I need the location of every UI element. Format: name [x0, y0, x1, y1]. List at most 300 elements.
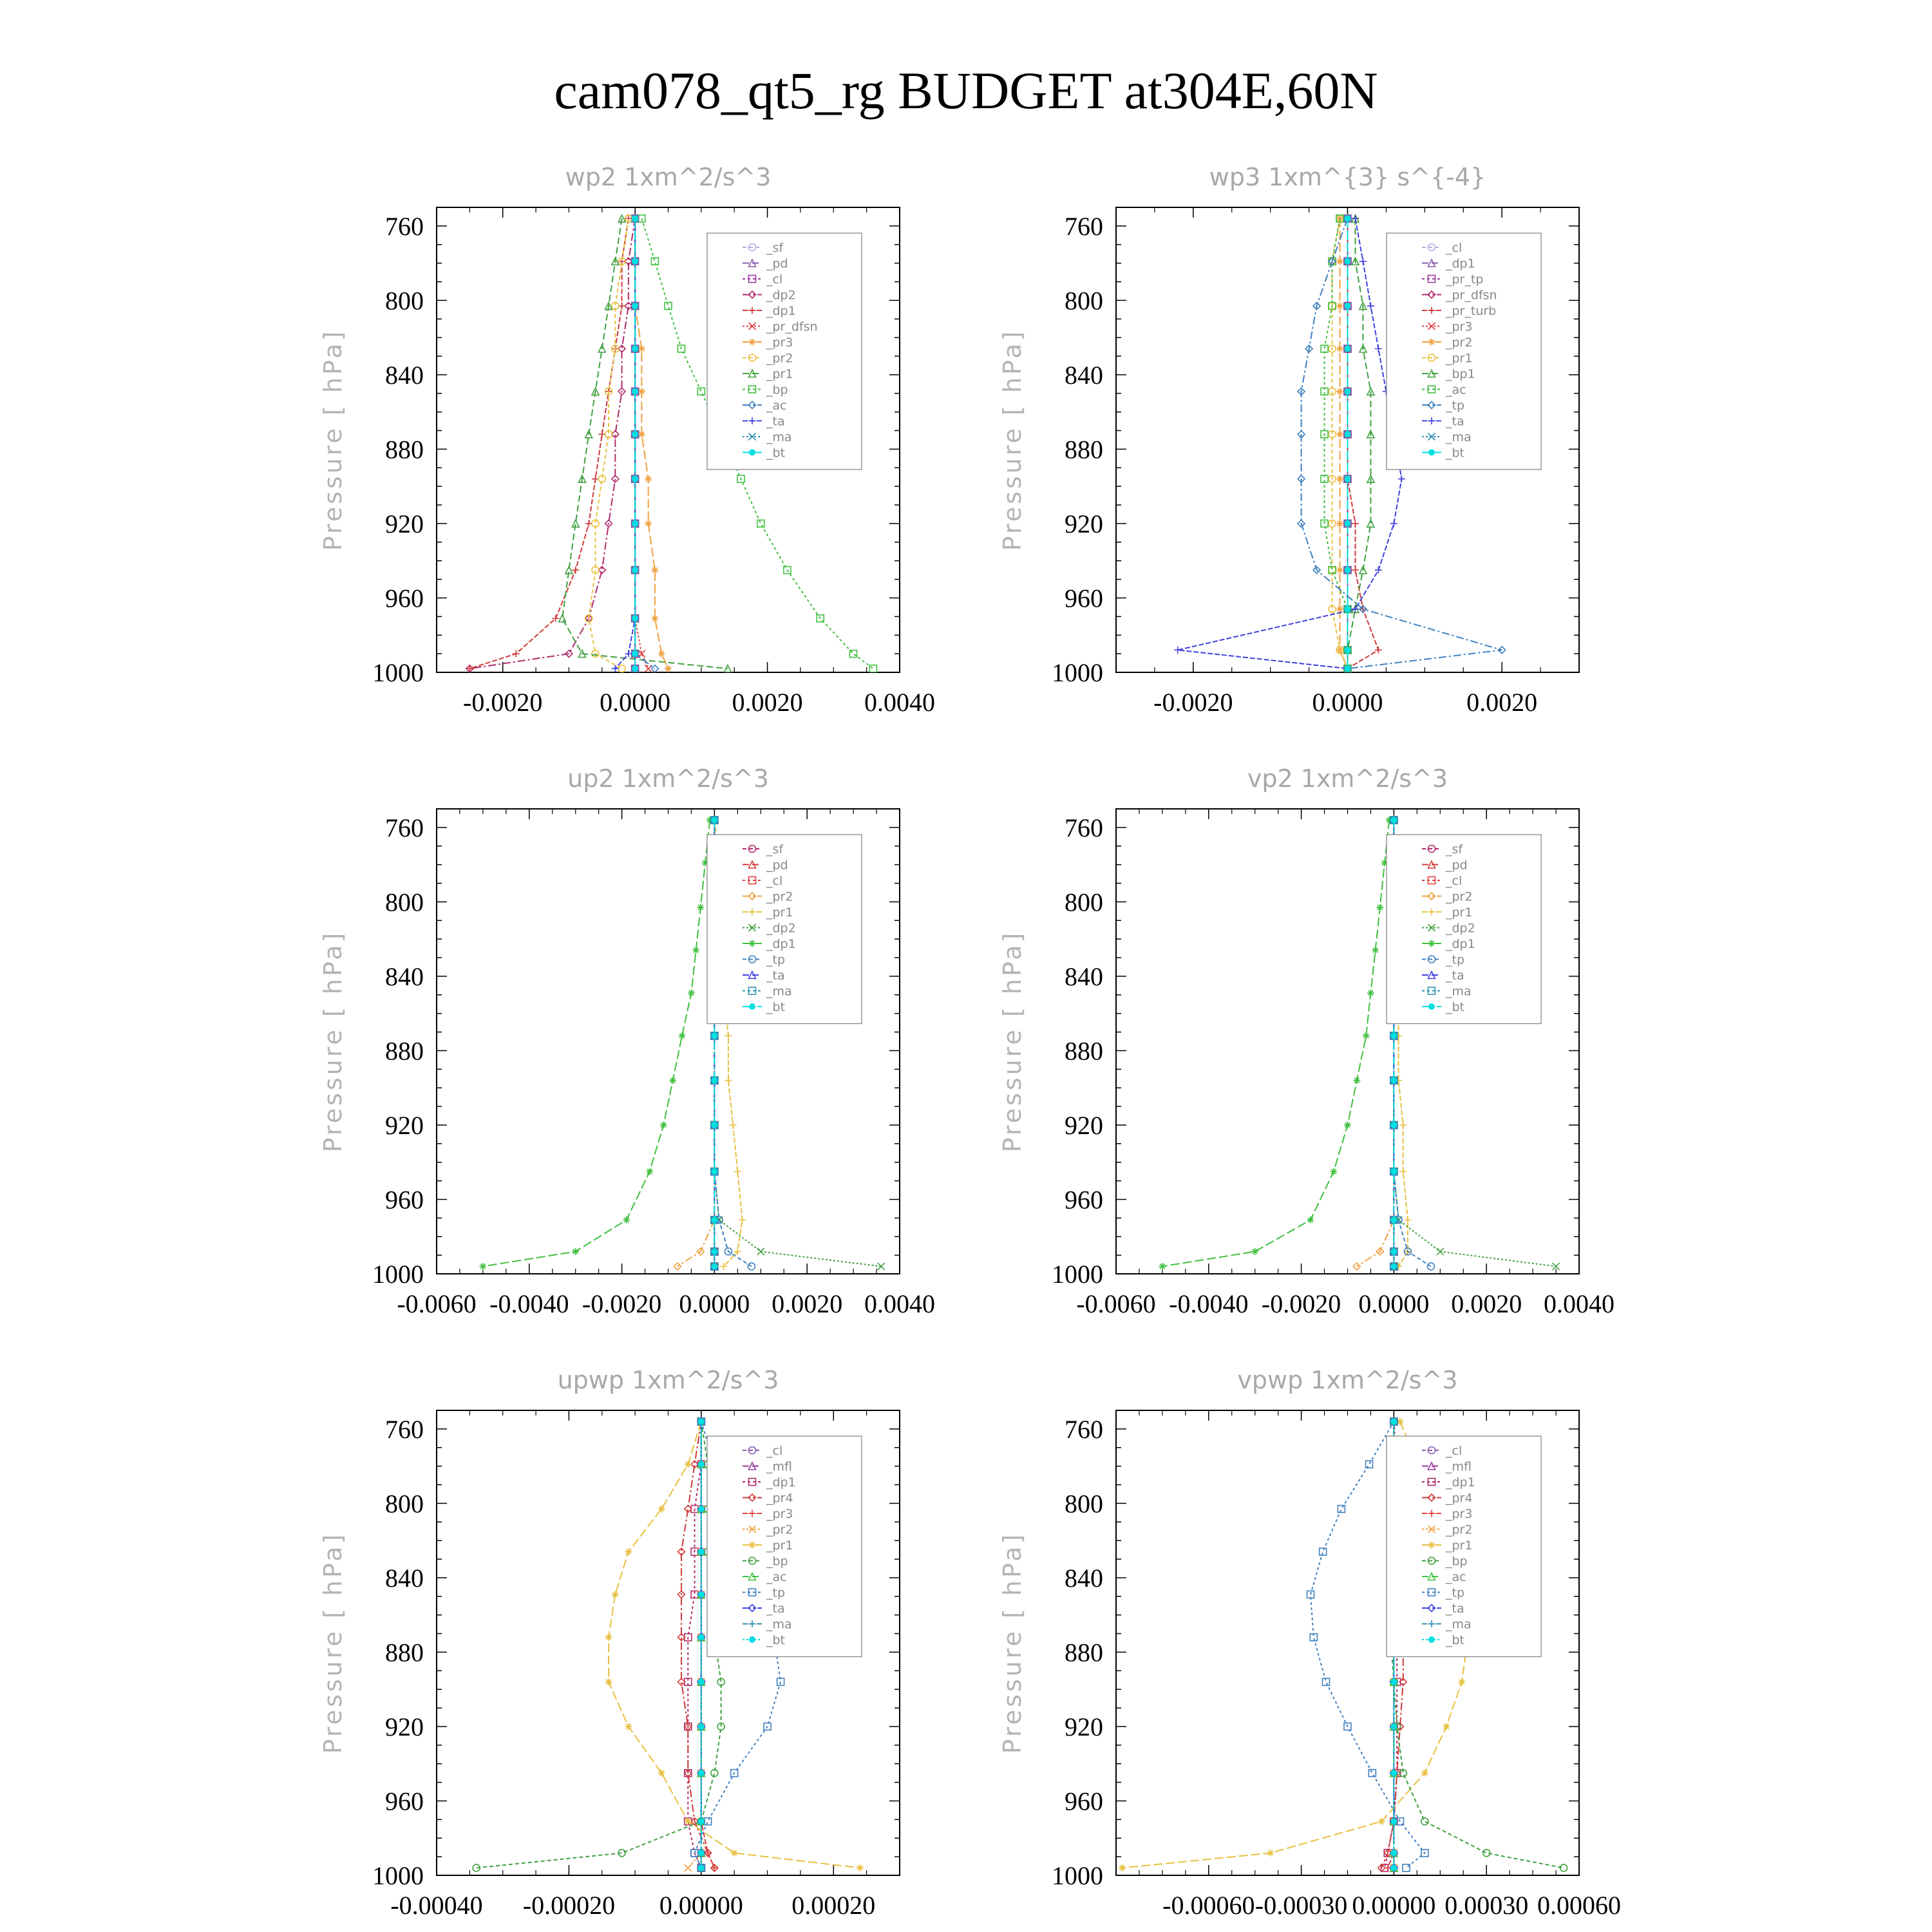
legend-marker: [749, 940, 756, 947]
series-point-bp: [869, 665, 876, 672]
series-point-dp1: [466, 665, 473, 672]
legend-label: _pr_dfsn: [766, 319, 818, 334]
x-tick-label: -0.0020: [582, 1289, 662, 1318]
series-point-dp1: [660, 1121, 667, 1128]
y-tick-label: 760: [385, 813, 424, 842]
legend-label: _cl: [766, 272, 783, 287]
y-tick-label: 920: [1065, 1110, 1103, 1140]
legend-label: _sf: [766, 241, 784, 255]
y-tick-label: 840: [385, 961, 424, 991]
panels: [319, 163, 1621, 1920]
y-tick-label: 1000: [372, 1260, 424, 1289]
series-point-pr2: [1336, 475, 1343, 482]
series-line-dp2: [469, 218, 635, 668]
x-tick-label: -0.0020: [463, 688, 543, 717]
series-point-bt: [1345, 431, 1351, 437]
x-tick-label: 0.0020: [732, 688, 803, 717]
series-point-tp: [1320, 1548, 1327, 1555]
y-tick-label: 880: [1065, 1638, 1103, 1667]
series-point-pr1: [625, 1548, 632, 1555]
panel-title: wp2 1xm^2/s^3: [565, 163, 772, 191]
series-point-pr3: [665, 665, 672, 672]
series-point-pr1: [724, 1077, 732, 1084]
series-point-bt: [1390, 1032, 1397, 1039]
series-point-pr1: [1404, 1217, 1411, 1224]
y-tick-label: 960: [385, 1185, 424, 1215]
legend-label: _pr2: [766, 1522, 793, 1537]
series-point-pr3: [651, 567, 658, 574]
x-tick-label: 0.0000: [600, 688, 671, 717]
series-point-pr2: [1336, 303, 1343, 310]
series-point-pr2: [1336, 431, 1343, 438]
y-tick-label: 880: [385, 1638, 424, 1667]
series-point-pr1: [605, 1634, 612, 1641]
legend-label: _tp: [1446, 1586, 1465, 1600]
legend-marker: [749, 1636, 755, 1643]
x-tick-label: 0.0000: [679, 1289, 750, 1318]
y-tick-label: 800: [1065, 1489, 1103, 1519]
series-point-ta: [1375, 345, 1382, 352]
y-tick-label: 880: [385, 435, 424, 464]
series-line-pr2: [688, 1421, 701, 1868]
legend-label: _pr4: [1446, 1491, 1473, 1506]
series-point-dp1: [1344, 1121, 1351, 1128]
legend-label: _pr_turb: [1446, 304, 1497, 318]
series-point-bt: [698, 1461, 705, 1468]
series-line-ta: [1178, 218, 1402, 668]
figure-title: cam078_qt5_rg BUDGET at304E,60N: [554, 61, 1378, 120]
series-point-bt: [698, 1506, 705, 1512]
series-point-bt: [1345, 303, 1351, 309]
series-line-pr2: [1340, 218, 1348, 668]
series-line-pr_dfsn: [635, 218, 649, 668]
series-point-bt: [698, 1418, 705, 1425]
series-point-bt: [711, 1217, 717, 1223]
series-point-dp2: [757, 1248, 764, 1255]
series-point-pr2: [1336, 388, 1343, 395]
x-tick-label: -0.00030: [1255, 1891, 1348, 1920]
series-point-bt: [632, 615, 638, 621]
legend-label: _bt: [1446, 1000, 1465, 1014]
series-point-pr1: [857, 1864, 864, 1871]
series-line-bp: [477, 1421, 721, 1868]
x-tick-label: 0.0000: [1358, 1289, 1430, 1318]
legend-label: _ma: [766, 984, 792, 999]
series-point-bt: [1390, 1217, 1397, 1223]
series-point-bt: [711, 1248, 717, 1255]
series-point-bt: [632, 567, 638, 573]
legend-label: _bp: [766, 1554, 788, 1569]
series-point-bt: [711, 1122, 717, 1128]
legend-label: _tp: [766, 1586, 786, 1600]
series-point-bp: [1421, 1818, 1428, 1825]
series-line-ac: [1325, 218, 1348, 668]
y-tick-label: 960: [1065, 583, 1103, 613]
panel-title: upwp 1xm^2/s^3: [557, 1366, 779, 1394]
series-point-dp1: [1372, 947, 1379, 954]
legend-label: _pr1: [1446, 351, 1473, 366]
y-tick-label: 800: [1065, 286, 1103, 316]
series-point-pr1: [1458, 1678, 1465, 1685]
y-tick-label: 760: [1065, 813, 1103, 842]
series-line-ta: [615, 218, 635, 668]
legend-marker: [1428, 940, 1435, 947]
panel-title: vp2 1xm^2/s^3: [1247, 764, 1448, 793]
legend-label: _cl: [766, 1444, 783, 1458]
series-point-bp: [757, 520, 764, 527]
series-point-pr1: [730, 1121, 737, 1128]
y-tick-label: 920: [385, 509, 424, 538]
legend-label: _dp1: [1446, 256, 1475, 271]
x-tick-label: -0.0040: [1169, 1289, 1249, 1318]
series-point-dp1: [692, 947, 699, 954]
series-point-pr2: [1336, 258, 1343, 265]
legend-label: _pr2: [1446, 889, 1473, 904]
series-point-pr3: [645, 475, 652, 482]
series-point-bt: [711, 1263, 717, 1269]
series-point-pr2: [1336, 520, 1343, 527]
series-point-dp1: [1353, 1077, 1360, 1084]
y-tick-label: 840: [1065, 1563, 1103, 1593]
legend-marker: [1428, 450, 1435, 456]
series-point-bt: [711, 1168, 717, 1175]
y-tick-label: 920: [385, 1110, 424, 1140]
y-axis-label: Pressure [ hPa]: [319, 1531, 347, 1754]
legend-label: _pr3: [1446, 1507, 1473, 1521]
x-tick-label: -0.0020: [1261, 1289, 1341, 1318]
legend-label: _ma: [1446, 1617, 1472, 1632]
series-point-dp1: [572, 1248, 579, 1255]
x-tick-label: 0.00000: [659, 1891, 743, 1920]
legend-label: _cl: [766, 874, 783, 888]
legend-label: _dp1: [766, 1475, 796, 1490]
series-point-pr2: [1336, 345, 1343, 352]
series-point-tp: [1322, 1678, 1329, 1685]
series-point-bt: [1390, 1850, 1397, 1856]
series-point-bt: [1390, 1168, 1397, 1175]
y-tick-label: 960: [1065, 1786, 1103, 1816]
series-point-bp1: [1367, 520, 1374, 527]
series-point-dp2: [878, 1263, 885, 1270]
legend-label: _pr3: [766, 1507, 793, 1521]
panel-3: [319, 764, 935, 1318]
series-point-dp1: [585, 520, 592, 527]
legend-label: _pr1: [766, 1539, 793, 1553]
legend-label: _ta: [1446, 1602, 1464, 1616]
series-point-bt: [711, 1032, 717, 1039]
x-tick-label: -0.00060: [1162, 1891, 1255, 1920]
legend-label: _ac: [766, 1570, 787, 1584]
legend-label: _pr1: [1446, 1539, 1473, 1553]
legend-label: _pr_dfsn: [1446, 288, 1497, 303]
legend-label: _sf: [766, 842, 784, 857]
series-point-bt: [1345, 567, 1351, 573]
y-tick-label: 960: [1065, 1185, 1103, 1215]
series-point-bp: [651, 258, 658, 265]
series-point-dp1: [1330, 1168, 1337, 1175]
legend-label: _ma: [1446, 984, 1472, 999]
series-point-pr1: [559, 615, 566, 622]
y-tick-label: 800: [385, 1489, 424, 1519]
series-line-dp1: [1162, 820, 1389, 1266]
series-line-pr3: [635, 218, 668, 668]
x-tick-label: -0.00040: [390, 1891, 483, 1920]
series-point-dp1: [1251, 1248, 1258, 1255]
series-point-pr1: [685, 1461, 692, 1468]
series-point-dp1: [646, 1168, 653, 1175]
series-point-bt: [698, 1679, 705, 1685]
series-point-bt: [632, 303, 638, 309]
legend-label: _bt: [1446, 446, 1465, 460]
legend-label: _ta: [1446, 414, 1464, 429]
series-point-pr_turb: [1375, 647, 1382, 654]
series-point-bt: [632, 431, 638, 437]
y-axis-label: Pressure [ hPa]: [319, 930, 347, 1153]
legend-marker: [749, 339, 756, 346]
series-point-pr1: [1267, 1850, 1274, 1857]
legend-label: _dp1: [1446, 1475, 1475, 1490]
y-tick-label: 880: [385, 1036, 424, 1066]
series-point-bt: [632, 476, 638, 482]
series-point-tp: [1338, 1506, 1345, 1513]
legend-marker: [1428, 1636, 1435, 1643]
series-point-bt: [632, 650, 638, 657]
series-point-bt: [632, 258, 638, 265]
x-tick-label: -0.0020: [1153, 688, 1233, 717]
legend-label: _dp1: [1446, 937, 1475, 951]
series-line-pr1: [562, 218, 728, 668]
series-point-dp2: [1437, 1248, 1444, 1255]
legend-label: _tp: [766, 952, 786, 967]
x-tick-label: -0.0060: [397, 1289, 477, 1318]
series-point-dp1: [669, 1077, 676, 1084]
y-tick-label: 880: [1065, 435, 1103, 464]
series-point-ta: [1367, 303, 1374, 310]
series-point-bt: [632, 665, 638, 672]
series-point-dp1: [688, 989, 695, 996]
series-point-bt: [698, 1591, 705, 1598]
x-tick-label: -0.00020: [522, 1891, 616, 1920]
series-point-bt: [1390, 1679, 1397, 1685]
series-point-pr3: [658, 650, 665, 658]
series-point-bt: [1345, 388, 1351, 395]
series-point-dp1: [1363, 1032, 1370, 1039]
y-tick-label: 760: [1065, 1414, 1103, 1444]
y-tick-label: 760: [385, 1414, 424, 1444]
series-point-bt: [698, 1818, 705, 1824]
series-point-bt: [1345, 606, 1351, 612]
y-tick-label: 840: [385, 360, 424, 390]
x-tick-label: 0.0040: [864, 688, 935, 717]
panel-2: [998, 163, 1579, 717]
series-point-pr1: [625, 1723, 632, 1730]
series-point-dp1: [618, 303, 625, 310]
series-point-bt: [632, 520, 638, 527]
series-point-pr2: [1336, 567, 1343, 574]
legend-label: _mfl: [766, 1459, 792, 1474]
legend-label: _ma: [766, 1617, 792, 1632]
legend-label: _dp2: [766, 288, 796, 303]
series-point-bt: [711, 1077, 717, 1084]
panel-4: [998, 764, 1615, 1318]
series-point-bt: [1345, 345, 1351, 352]
series-point-tp: [1366, 1461, 1373, 1468]
legend-marker: [749, 1542, 756, 1549]
y-axis-label: Pressure [ hPa]: [998, 1531, 1027, 1754]
y-tick-label: 1000: [1052, 1260, 1103, 1289]
series-point-pr2: [618, 665, 625, 672]
series-point-dp1: [592, 475, 599, 482]
legend-label: _pd: [766, 858, 788, 873]
series-point-pr1: [739, 1217, 746, 1224]
legend-label: _ta: [1446, 969, 1464, 983]
legend-label: _ma: [1446, 430, 1472, 444]
panel-6: [998, 1366, 1621, 1920]
legend-marker: [1428, 1003, 1435, 1010]
legend-label: _pr1: [766, 905, 793, 920]
y-tick-label: 800: [1065, 887, 1103, 917]
legend-label: _ac: [1446, 383, 1466, 397]
legend-label: _pr1: [766, 367, 793, 381]
series-point-bt: [698, 1770, 705, 1776]
legend-label: _dp2: [766, 921, 796, 936]
series-point-bt: [1390, 1818, 1397, 1824]
legend-label: _bp1: [1446, 367, 1475, 381]
legend-label: _ac: [766, 399, 787, 413]
series-point-bt: [698, 1634, 705, 1640]
series-point-ta: [1390, 520, 1397, 527]
series-point-ta: [1359, 258, 1367, 265]
series-point-dp1: [572, 567, 579, 574]
y-tick-label: 1000: [1052, 658, 1103, 687]
series-point-dp1: [697, 904, 704, 911]
series-point-pr1: [724, 1032, 732, 1039]
legend-marker: [749, 450, 755, 456]
legend-marker: [1428, 339, 1435, 346]
series-point-bt: [1390, 1077, 1397, 1084]
series-point-bt: [632, 388, 638, 395]
legend-label: _tp: [1446, 399, 1465, 413]
series-point-dp1: [679, 1032, 686, 1039]
legend-label: _bp: [766, 383, 788, 397]
x-tick-label: 0.00030: [1444, 1891, 1529, 1920]
series-point-dp1: [1367, 989, 1374, 996]
series-point-bt: [1345, 520, 1351, 527]
legend-label: _dp1: [766, 937, 796, 951]
series-point-dp1: [1307, 1217, 1314, 1224]
legend-label: _pr3: [766, 336, 793, 350]
series-point-pr3: [645, 520, 652, 527]
series-point-bt: [1390, 1248, 1397, 1255]
series-point-pr2: [685, 1864, 692, 1871]
y-tick-label: 920: [385, 1712, 424, 1741]
y-tick-label: 960: [385, 583, 424, 613]
legend-label: _sf: [1446, 842, 1463, 857]
panel-title: up2 1xm^2/s^3: [567, 764, 769, 793]
series-point-pr1: [612, 1591, 619, 1598]
x-tick-label: 0.0020: [1451, 1289, 1522, 1318]
series-point-pr1: [605, 1678, 612, 1685]
series-point-bt: [632, 345, 638, 352]
series-line-dp1: [483, 820, 710, 1266]
y-tick-label: 840: [1065, 360, 1103, 390]
series-point-bp: [665, 303, 672, 310]
panel-5: [319, 1366, 900, 1920]
legend-label: _pr4: [766, 1491, 793, 1506]
series-point-dp1: [1376, 904, 1383, 911]
series-line-pr_turb: [1348, 218, 1379, 668]
series-point-tp: [1368, 1770, 1376, 1777]
legend-label: _mfl: [1446, 1459, 1472, 1474]
series-point-bt: [1345, 215, 1351, 222]
series-line-pr2: [589, 218, 629, 668]
series-point-bt: [698, 1850, 705, 1856]
x-tick-label: 0.0020: [1466, 688, 1538, 717]
legend-label: _pr2: [1446, 336, 1473, 350]
series-point-pr1: [1443, 1723, 1450, 1730]
series-point-pr1: [734, 1168, 741, 1175]
series-point-bt: [711, 817, 717, 823]
legend-label: _ta: [766, 969, 785, 983]
series-point-pr_turb: [1352, 567, 1359, 574]
panel-title: wp3 1xm^{3} s^{-4}: [1209, 163, 1486, 191]
series-point-pr1: [1399, 1121, 1406, 1128]
x-tick-label: 0.0040: [864, 1289, 935, 1318]
legend-label: _ac: [1446, 1570, 1466, 1584]
legend-label: _cl: [1446, 241, 1463, 255]
x-tick-label: 0.0020: [772, 1289, 843, 1318]
series-point-pr1: [731, 1850, 738, 1857]
series-point-pr3: [711, 1864, 718, 1871]
series-point-bt: [1345, 476, 1351, 482]
y-tick-label: 800: [385, 286, 424, 316]
y-tick-label: 920: [1065, 509, 1103, 538]
legend-label: _bt: [766, 1633, 786, 1647]
series-point-pr1: [1119, 1864, 1126, 1871]
legend-label: _dp1: [766, 304, 796, 318]
series-point-dp1: [598, 431, 605, 438]
legend-label: _tp: [1446, 952, 1465, 967]
series-point-pr1: [1378, 1818, 1385, 1825]
legend-label: _ta: [766, 1602, 785, 1616]
legend-marker: [749, 1003, 755, 1010]
x-tick-label: 0.00020: [791, 1891, 876, 1920]
x-tick-label: 0.00000: [1352, 1891, 1436, 1920]
legend-label: _bp: [1446, 1554, 1468, 1569]
legend-marker: [1428, 1542, 1435, 1549]
legend-label: _pr2: [766, 889, 793, 904]
series-point-bt: [698, 1548, 705, 1555]
series-point-pr3: [651, 615, 658, 622]
legend-label: _pr_tp: [1446, 272, 1484, 287]
legend-label: _bt: [766, 446, 786, 460]
legend-label: _pr3: [1446, 319, 1473, 334]
x-tick-label: 0.0000: [1312, 688, 1383, 717]
legend-label: _cl: [1446, 874, 1463, 888]
legend-label: _bt: [1446, 1633, 1465, 1647]
y-tick-label: 840: [1065, 961, 1103, 991]
x-tick-label: 0.00060: [1537, 1891, 1621, 1920]
x-tick-label: 0.0040: [1544, 1289, 1615, 1318]
series-line-dp1: [469, 218, 629, 668]
legend-label: _pr2: [1446, 1522, 1473, 1537]
legend-label: _pr2: [766, 351, 793, 366]
series-point-bt: [1390, 1723, 1397, 1730]
series-point-bt: [1390, 1263, 1397, 1269]
x-tick-label: -0.0060: [1076, 1289, 1156, 1318]
y-tick-label: 880: [1065, 1036, 1103, 1066]
series-point-ta: [1375, 567, 1382, 574]
